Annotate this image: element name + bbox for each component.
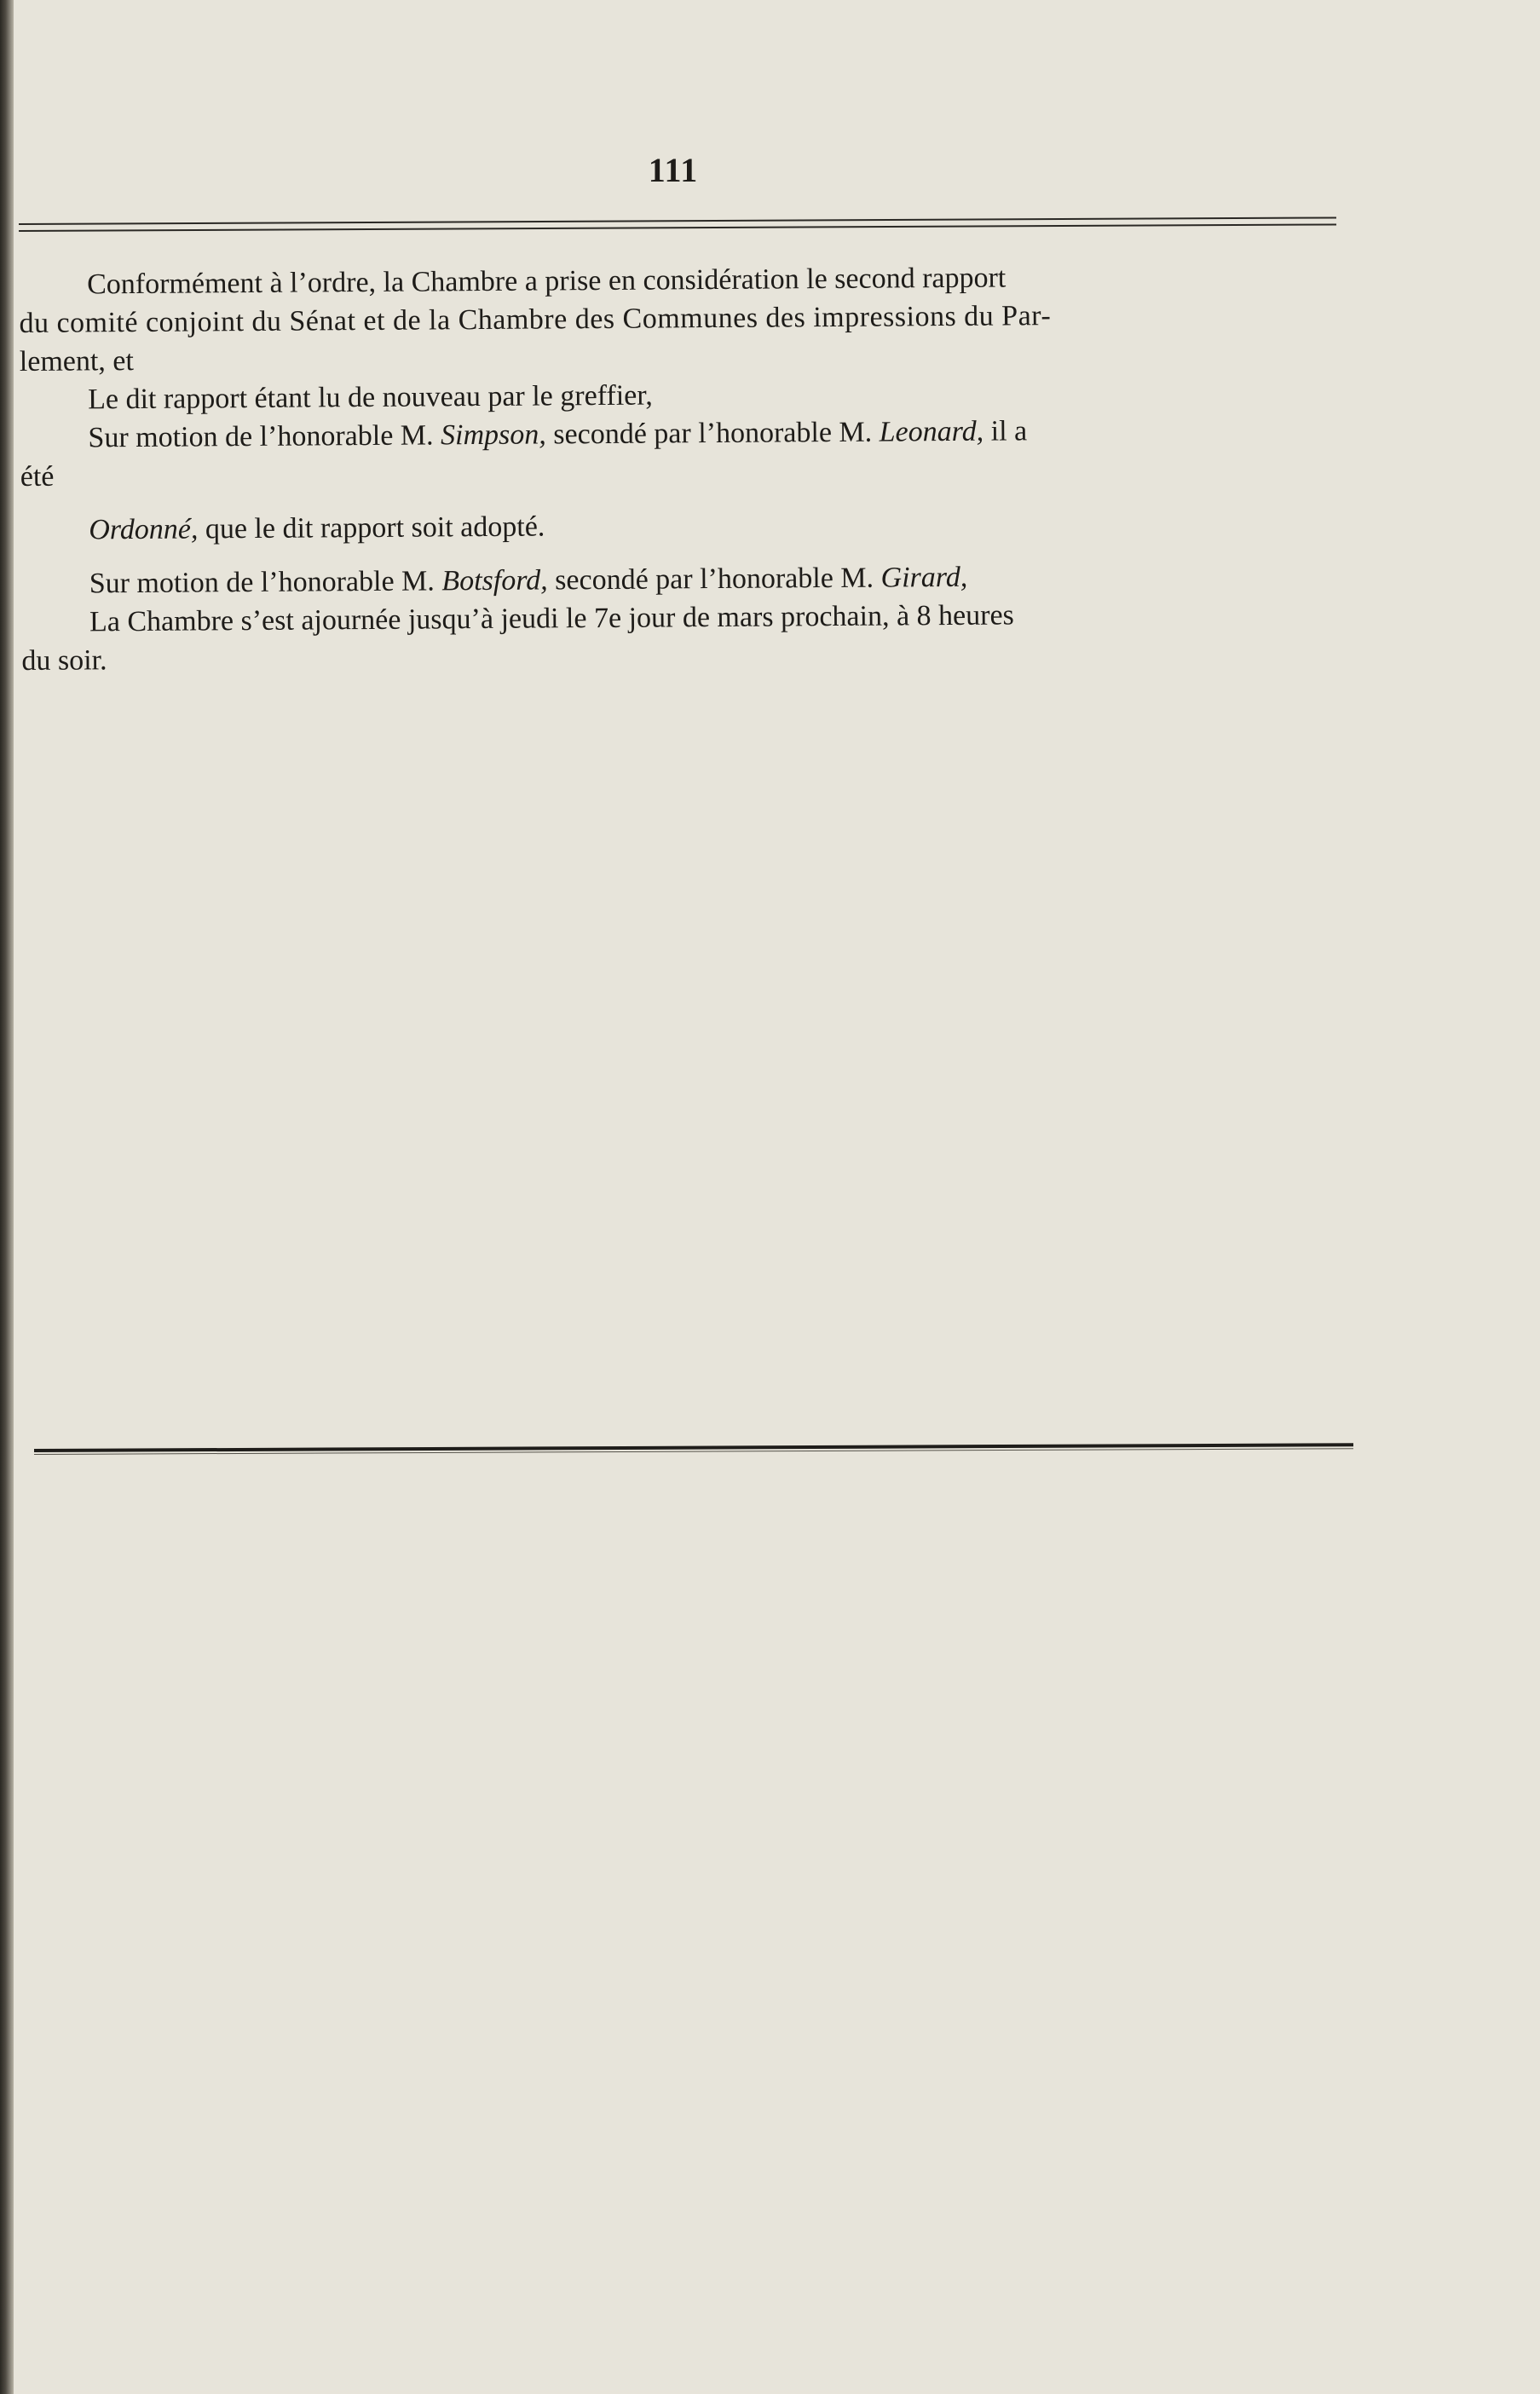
paragraph-line: Conformément à l’ordre, la Chambre a prise en considération le second rapport: [87, 262, 1006, 301]
order-text: que le dit rapport soit adopté.: [205, 511, 545, 545]
paragraph-line: été: [20, 460, 55, 493]
member-name: Leonard,: [879, 415, 984, 448]
book-binding-edge: [0, 0, 14, 2394]
paragraph-line: La Chambre s’est ajournée jusqu’à jeudi le 7e jour de mars prochain, à 8 heures: [89, 599, 1014, 638]
motion-text: secondé par l’honorable M.: [553, 416, 873, 451]
page-number: 111: [648, 151, 699, 189]
proceedings-text: [19, 257, 1352, 680]
member-name: Simpson,: [440, 418, 546, 452]
member-name: Girard,: [880, 561, 968, 594]
paragraph-line: lement, et: [19, 345, 135, 378]
motion-text: Sur motion de l’honorable M.: [89, 565, 435, 600]
paragraph-line: du comité conjoint du Sénat et de la Chambre des Communes des impressions du Par-: [19, 300, 1052, 339]
order-word: Ordonné,: [89, 513, 199, 546]
motion-text: Sur motion de l’honorable M.: [88, 419, 434, 454]
header-double-rule: [19, 216, 1336, 233]
motion-text: secondé par l’honorable M.: [555, 562, 874, 597]
order-line: [20, 502, 1350, 550]
paragraph-line: Le dit rapport étant lu de nouveau par le greffier,: [88, 379, 653, 416]
footer-rule: [34, 1443, 1353, 1456]
member-name: Botsford,: [441, 564, 548, 597]
paragraph-line: du soir.: [21, 644, 107, 677]
motion-text: il a: [990, 415, 1028, 447]
